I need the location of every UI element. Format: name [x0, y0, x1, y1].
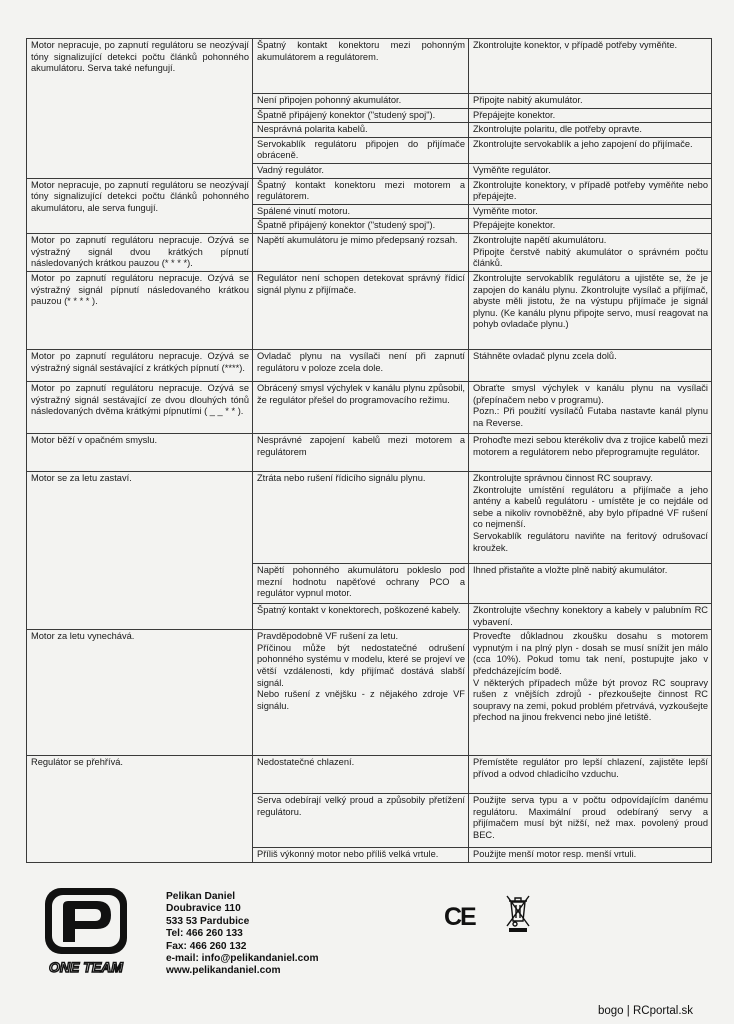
cause-cell	[253, 137, 469, 163]
cause-cell-text: Ztráta nebo rušení řídicího signálu plynu.	[257, 472, 426, 483]
symptom-cell-text: Motor nepracuje, po zapnutí regulátoru se neozývají tóny signalizující detekci počtu článků pohonného akumulátoru. Serva také nefungují.	[31, 40, 249, 74]
solution-cell	[469, 471, 712, 563]
cause-cell-text: Špatně připájený konektor ("studený spoj").	[257, 109, 436, 120]
table-row	[27, 178, 712, 204]
cause-cell	[253, 233, 469, 271]
symptom-cell	[27, 39, 253, 179]
solution-cell	[469, 178, 712, 204]
solution-cell	[469, 756, 712, 794]
table-row	[27, 471, 712, 563]
troubleshooting-table	[26, 38, 712, 863]
symptom-cell	[27, 349, 253, 381]
contact-line: www.pelikandaniel.com	[166, 965, 281, 977]
solution-cell-text: Připojte nabitý akumulátor.	[473, 95, 583, 105]
solution-cell-text: Vyměňte motor.	[473, 205, 538, 216]
solution-cell-text: Zkontrolujte servokablík regulátoru a ujistěte se, že je zapojen do kanálu plynu. Zkontrolujte vysílač a přijímač, abyste měli jistotu, že na výstupu přijímače je signál plynu. (Ke kanálu plynu připojte servo, musí reagovat na pohyb ovladače plynu.)	[473, 272, 708, 330]
solution-cell-text: Zkontrolujte správnou činnost RC soupravy.	[473, 472, 653, 483]
cause-cell-text: Nesprávná polarita kabelů.	[257, 124, 368, 135]
table-row	[27, 233, 712, 271]
solution-cell	[469, 271, 712, 349]
cause-cell	[253, 108, 469, 123]
cause-cell-text: Není připojen pohonný akumulátor.	[257, 95, 402, 105]
solution-cell	[469, 630, 712, 756]
symptom-cell-text: Motor po zapnutí regulátoru nepracuje. Ozývá se výstražný signál sestávající z krátkých pípnutí (****).	[31, 350, 249, 373]
solution-cell	[469, 219, 712, 234]
weee-crossed-bin-icon	[505, 893, 531, 933]
table-row	[27, 433, 712, 471]
symptom-cell-text: Motor nepracuje, po zapnutí regulátoru se neozývají tóny signalizující detekci počtu článků pohonného akumulátoru, ale serva fungují.	[31, 179, 249, 213]
solution-cell	[469, 848, 712, 863]
cause-cell-text: Pravděpodobně VF rušení za letu.	[257, 631, 399, 642]
cause-cell-text: Příliš výkonný motor nebo příliš velká vrtule.	[257, 849, 439, 860]
cause-cell-text: Napětí akumulátoru je mimo předepsaný rozsah.	[257, 234, 458, 245]
symptom-cell	[27, 471, 253, 629]
cause-cell	[253, 349, 469, 381]
cause-cell-text: Vadný regulátor.	[257, 164, 325, 175]
symptom-cell	[27, 381, 253, 433]
table-row	[27, 381, 712, 433]
solution-cell	[469, 39, 712, 94]
solution-cell-text: Stáhněte ovladač plynu zcela dolů.	[473, 350, 617, 361]
contact-line: Pelikan Daniel	[166, 891, 236, 902]
solution-cell-text: Servokablík regulátoru naviňte na feritový odrušovací kroužek.	[473, 530, 708, 553]
solution-cell	[469, 794, 712, 848]
cause-cell-text: Regulátor není schopen detekovat správný řídicí signál plynu z přijímače.	[257, 272, 465, 295]
symptom-cell	[27, 271, 253, 349]
cause-cell-text: Serva odebírají velký proud a způsobily přetížení regulátoru.	[257, 795, 465, 817]
cause-cell-text: Špatně připájený konektor ("studený spoj").	[257, 220, 436, 231]
solution-cell-text: Zkontrolujte umístění regulátoru a přijímače a jeho antény a kabelů regulátoru - umístěte je co nejdále od sebe a nikoliv rovnoběžně, aby bylo případné VF rušení co nejmenší.	[473, 484, 708, 530]
logo-text: ONE TEAM	[49, 959, 123, 975]
cause-cell	[253, 794, 469, 848]
cause-cell	[253, 163, 469, 178]
solution-cell-text: Pozn.: Při použití vysílačů Futaba nastavte kanál plynu na Reverse.	[473, 406, 708, 428]
cause-cell	[253, 219, 469, 234]
solution-cell	[469, 137, 712, 163]
solution-cell	[469, 108, 712, 123]
contact-line: e-mail: info@pelikandaniel.com	[166, 953, 319, 965]
cause-cell	[253, 94, 469, 109]
ce-mark-icon: CE	[444, 903, 475, 931]
cause-cell-text: Nedostatečné chlazení.	[257, 757, 355, 768]
solution-cell-text: Obraťte smysl výchylek v kanálu plynu na vysílači (přepínačem nebo v programu).	[473, 382, 708, 405]
solution-cell-text: V některých případech může být provoz RC soupravy rušen z vnějších zdrojů - přezkoušejte činnost RC soupravy na zemi, pokud problém přetrvává, vyzkoušejte přechod na jinou frekvenci nebo jiné letiště.	[473, 677, 708, 723]
solution-cell	[469, 94, 712, 109]
solution-cell	[469, 349, 712, 381]
symptom-cell	[27, 756, 253, 863]
cause-cell	[253, 471, 469, 563]
solution-cell-text: Připojte čerstvě nabitý akumulátor o správném počtu článků.	[473, 246, 708, 269]
symptom-cell-text: Motor po zapnutí regulátoru nepracuje. Ozývá se výstražný signál sestávající ze dvou dlouhých tónů následovaných dvěma krátkými pípnutími ( _ _ * * ).	[31, 382, 249, 417]
symptom-cell-text: Motor se za letu zastaví.	[31, 472, 132, 483]
cause-cell	[253, 271, 469, 349]
symptom-cell-text: Motor po zapnutí regulátoru nepracuje. Ozývá se výstražný signál dvou krátkých pípnutí následovaných krátkou pauzou (* * * *).	[31, 234, 249, 269]
symptom-cell-text: Regulátor se přehřívá.	[31, 757, 123, 768]
cause-cell	[253, 178, 469, 204]
photo-credit: bogo | RCportal.sk	[598, 1005, 694, 1017]
table-row	[27, 756, 712, 794]
solution-cell-text: Zkontrolujte servokablík a jeho zapojení do přijímače.	[473, 138, 693, 149]
cause-cell	[253, 381, 469, 433]
solution-cell	[469, 603, 712, 629]
solution-cell-text: Přepájejte konektor.	[473, 220, 556, 231]
contact-line: Fax: 466 260 132	[166, 940, 247, 952]
table-row	[27, 349, 712, 381]
cause-cell-text: Spálené vinutí motoru.	[257, 205, 351, 216]
solution-cell	[469, 563, 712, 603]
cause-cell-text: Nesprávné zapojení kabelů mezi motorem a regulátorem	[257, 434, 465, 457]
table-row	[27, 630, 712, 756]
solution-cell-text: Ihned přistaňte a vložte plně nabitý akumulátor.	[473, 564, 668, 575]
cause-cell-text: Špatný kontakt konektoru mezi motorem a regulátorem.	[257, 179, 465, 202]
symptom-cell	[27, 178, 253, 233]
symptom-cell-text: Motor běží v opačném smyslu.	[31, 434, 158, 445]
cause-cell	[253, 563, 469, 603]
cause-cell-text: Ovladač plynu na vysílači není při zapnutí regulátoru v poloze zcela dole.	[257, 350, 465, 373]
pelikan-one-team-logo-icon	[41, 886, 131, 978]
solution-cell-text: Zkontrolujte napětí akumulátoru.	[473, 234, 607, 245]
solution-cell-text: Proveďte důkladnou zkoušku dosahu s motorem vypnutým i na plný plyn - dosah se musí snížit jen málo (cca 10%). Pokud tomu tak není, postupujte jako v předcházejícím bodě.	[473, 631, 708, 676]
solution-cell-text: Vyměňte regulátor.	[473, 164, 551, 175]
solution-cell-text: Použijte serva typu a v počtu odpovídajícím danému regulátoru. Maximální proud odebíraný servy a přijímačem musí být nižší, než max. povolený proud BEC.	[473, 795, 708, 840]
cause-cell	[253, 433, 469, 471]
contact-line: 533 53 Pardubice	[166, 915, 250, 927]
symptom-cell	[27, 233, 253, 271]
solution-cell-text: Zkontrolujte polaritu, dle potřeby opravte.	[473, 124, 642, 135]
solution-cell-text: Zkontrolujte konektory, v případě potřeby vyměňte nebo přepájejte.	[473, 179, 708, 202]
solution-cell-text: Prohoďte mezi sebou kterékoliv dva z trojice kabelů mezi motorem a regulátorem nebo přeprogramujte regulátor.	[473, 434, 708, 457]
symptom-cell	[27, 630, 253, 756]
cause-cell	[253, 756, 469, 794]
solution-cell-text: Přepájejte konektor.	[473, 109, 556, 120]
cause-cell-text: Obrácený smysl výchylek v kanálu plynu způsobil, že regulátor přešel do programovacího režimu.	[257, 382, 465, 405]
solution-cell-text: Zkontrolujte konektor, v případě potřeby vyměňte.	[473, 40, 678, 50]
symptom-cell-text: Motor po zapnutí regulátoru nepracuje. Ozývá se výstražný signál pípnutí následovaného krátkou pauzou (* * * * ).	[31, 272, 249, 307]
cause-cell-text: Servokablík regulátoru připojen do přijímače obráceně.	[257, 138, 465, 161]
cause-cell	[253, 603, 469, 629]
solution-cell	[469, 204, 712, 219]
table-body	[27, 39, 712, 863]
solution-cell-text: Použijte menší motor resp. menší vrtuli.	[473, 849, 637, 860]
cause-cell	[253, 123, 469, 138]
cause-cell-text: Špatný kontakt konektoru mezi pohonným akumulátorem a regulátorem.	[257, 40, 465, 62]
table-row	[27, 39, 712, 94]
contact-block	[166, 891, 319, 978]
solution-cell	[469, 123, 712, 138]
cause-cell	[253, 848, 469, 863]
solution-cell	[469, 381, 712, 433]
solution-cell-text: Přemístěte regulátor pro lepší chlazení, zajistěte lepší přívod a odvod chladicího vzduchu.	[473, 757, 708, 779]
cause-cell-text: Nebo rušení z vnějšku - z nějakého zdroje VF signálu.	[257, 689, 465, 711]
contact-line: Doubravice 110	[166, 903, 241, 915]
cause-cell-text: Napětí pohonného akumulátoru pokleslo pod mezní hodnotu napěťové ochrany PCO a regulátor vypnul motor.	[257, 564, 465, 599]
cause-cell	[253, 630, 469, 756]
symptom-cell	[27, 433, 253, 471]
symptom-cell-text: Motor za letu vynechává.	[31, 631, 135, 642]
cause-cell	[253, 39, 469, 94]
solution-cell	[469, 433, 712, 471]
table-row	[27, 271, 712, 349]
contact-line: Tel: 466 260 133	[166, 928, 243, 940]
solution-cell	[469, 233, 712, 271]
cause-cell	[253, 204, 469, 219]
solution-cell	[469, 163, 712, 178]
cause-cell-text: Špatný kontakt v konektorech, poškozené kabely.	[257, 604, 461, 615]
cause-cell-text: Příčinou může být nedostatečné odrušení pohonného systému v modelu, které se projeví ve větší vzdálenosti, kdy přijímač dostává slabší signál.	[257, 642, 465, 688]
solution-cell-text: Zkontrolujte všechny konektory a kabely v palubním RC vybavení.	[473, 604, 708, 627]
